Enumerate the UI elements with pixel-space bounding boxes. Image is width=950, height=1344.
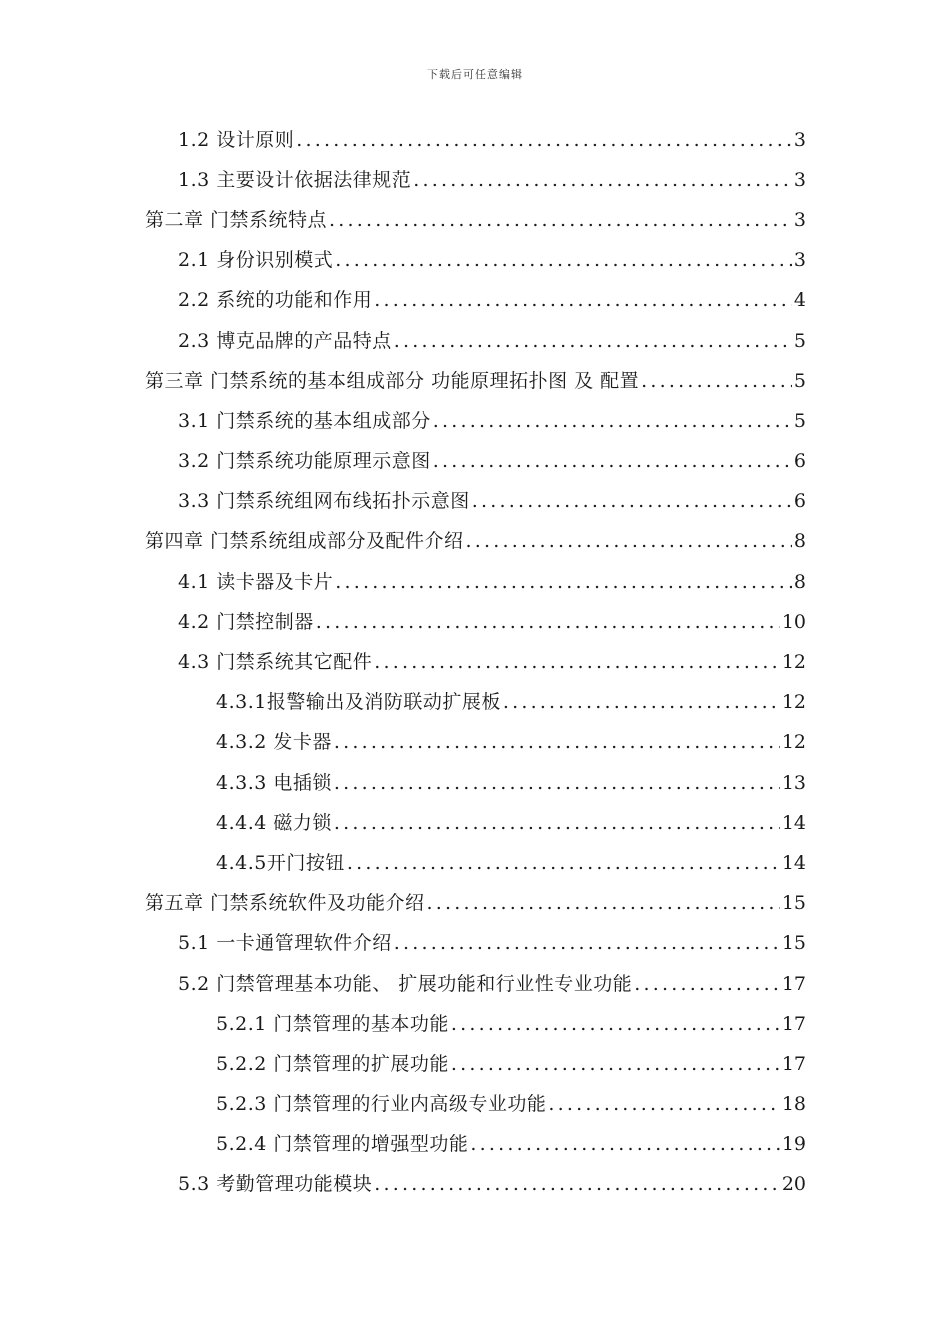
toc-entry-page-number: 10: [781, 610, 806, 633]
toc-entry-page-number: 3: [793, 208, 806, 231]
toc-leader-dots: [316, 611, 780, 633]
toc-leader-dots: [394, 932, 780, 954]
toc-entry-title: 1.2 设计原则: [178, 128, 295, 151]
toc-entry-page-number: 5: [793, 329, 806, 352]
toc-leader-dots: [641, 370, 792, 392]
toc-entry-title: 5.2 门禁管理基本功能、 扩展功能和行业性专业功能: [178, 972, 633, 995]
toc-entry-page-number: 8: [793, 530, 806, 553]
toc-leader-dots: [634, 973, 780, 995]
toc-entry[interactable]: [0, 801, 950, 841]
toc-entry[interactable]: [0, 520, 950, 560]
toc-entry-title: 第五章 门禁系统软件及功能介绍: [145, 892, 425, 915]
toc-entry[interactable]: [0, 118, 950, 158]
toc-leader-dots: [334, 812, 780, 834]
toc-entry[interactable]: [0, 721, 950, 761]
toc-entry-title: 5.1 一卡通管理软件介绍: [178, 932, 392, 955]
toc-leader-dots: [335, 571, 792, 593]
table-of-contents: [0, 118, 950, 1203]
toc-entry-title: 1.3 主要设计依据法律规范: [178, 168, 412, 191]
toc-entry-page-number: 3: [793, 128, 806, 151]
toc-entry-page-number: 4: [793, 289, 806, 312]
toc-entry-page-number: 13: [781, 771, 806, 794]
toc-leader-dots: [374, 1173, 780, 1195]
toc-entry-title: 4.3 门禁系统其它配件: [178, 651, 373, 674]
toc-entry-title: 5.2.3 门禁管理的行业内高级专业功能: [216, 1093, 547, 1116]
toc-entry-page-number: 5: [793, 369, 806, 392]
toc-entry[interactable]: [0, 560, 950, 600]
toc-leader-dots: [451, 1013, 780, 1035]
toc-entry-title: 3.2 门禁系统功能原理示意图: [178, 450, 431, 473]
page-header: 下载后可任意编辑: [427, 68, 523, 81]
toc-entry[interactable]: [0, 319, 950, 359]
toc-entry-page-number: 6: [793, 490, 806, 513]
toc-entry[interactable]: [0, 882, 950, 922]
toc-entry-title: 第二章 门禁系统特点: [145, 208, 328, 231]
toc-leader-dots: [334, 772, 780, 794]
toc-entry-page-number: 14: [781, 811, 806, 834]
toc-entry-title: 第四章 门禁系统组成部分及配件介绍: [145, 530, 464, 553]
toc-entry-page-number: 12: [781, 651, 806, 674]
toc-entry-page-number: 15: [781, 892, 806, 915]
toc-leader-dots: [548, 1093, 779, 1115]
toc-leader-dots: [394, 330, 792, 352]
toc-entry[interactable]: [0, 1002, 950, 1042]
toc-leader-dots: [472, 490, 792, 512]
toc-entry[interactable]: [0, 158, 950, 198]
toc-entry-title: 4.3.1报警输出及消防联动扩展板: [216, 691, 501, 714]
toc-entry-page-number: 17: [781, 1052, 806, 1075]
toc-leader-dots: [466, 530, 792, 552]
toc-entry-title: 2.2 系统的功能和作用: [178, 289, 373, 312]
toc-entry-page-number: 14: [781, 851, 806, 874]
toc-entry-title: 2.1 身份识别模式: [178, 249, 334, 272]
toc-entry-title: 4.1 读卡器及卡片: [178, 570, 334, 593]
toc-entry-title: 5.2.4 门禁管理的增强型功能: [216, 1133, 469, 1156]
toc-entry-page-number: 17: [781, 1012, 806, 1035]
toc-leader-dots: [334, 731, 780, 753]
toc-entry-title: 4.3.2 发卡器: [216, 731, 332, 754]
toc-entry-page-number: 12: [781, 691, 806, 714]
toc-leader-dots: [296, 129, 792, 151]
toc-entry-title: 4.4.5开门按钮: [216, 851, 345, 874]
toc-entry-page-number: 12: [781, 731, 806, 754]
toc-entry-title: 5.2.2 门禁管理的扩展功能: [216, 1052, 449, 1075]
toc-entry-title: 3.1 门禁系统的基本组成部分: [178, 409, 431, 432]
toc-entry[interactable]: [0, 239, 950, 279]
toc-entry-page-number: 8: [793, 570, 806, 593]
toc-entry[interactable]: [0, 440, 950, 480]
toc-entry-title: 5.2.1 门禁管理的基本功能: [216, 1012, 449, 1035]
toc-entry[interactable]: [0, 841, 950, 881]
toc-entry[interactable]: [0, 681, 950, 721]
toc-entry[interactable]: [0, 1042, 950, 1082]
toc-entry[interactable]: [0, 480, 950, 520]
toc-entry-page-number: 3: [793, 249, 806, 272]
toc-entry[interactable]: [0, 1083, 950, 1123]
toc-entry-page-number: 18: [781, 1093, 806, 1116]
toc-entry-page-number: 17: [781, 972, 806, 995]
toc-leader-dots: [470, 1133, 779, 1155]
toc-entry[interactable]: [0, 198, 950, 238]
toc-entry[interactable]: [0, 1123, 950, 1163]
toc-entry[interactable]: [0, 279, 950, 319]
toc-leader-dots: [451, 1053, 780, 1075]
toc-entry-page-number: 19: [781, 1133, 806, 1156]
toc-entry-title: 第三章 门禁系统的基本组成部分 功能原理拓扑图 及 配置: [145, 369, 640, 392]
toc-entry-title: 2.3 博克品牌的产品特点: [178, 329, 392, 352]
toc-entry[interactable]: [0, 922, 950, 962]
toc-leader-dots: [374, 651, 780, 673]
toc-leader-dots: [503, 691, 780, 713]
toc-leader-dots: [329, 209, 792, 231]
toc-entry[interactable]: [0, 962, 950, 1002]
toc-entry-title: 3.3 门禁系统组网布线拓扑示意图: [178, 490, 470, 513]
toc-entry-title: 4.4.4 磁力锁: [216, 811, 332, 834]
toc-entry-title: 4.3.3 电插锁: [216, 771, 332, 794]
toc-entry-page-number: 5: [793, 409, 806, 432]
toc-entry-page-number: 6: [793, 450, 806, 473]
toc-entry-title: 5.3 考勤管理功能模块: [178, 1173, 373, 1196]
toc-leader-dots: [347, 852, 780, 874]
toc-leader-dots: [427, 892, 780, 914]
toc-entry[interactable]: [0, 600, 950, 640]
toc-leader-dots: [433, 450, 792, 472]
toc-entry-title: 4.2 门禁控制器: [178, 610, 314, 633]
toc-entry[interactable]: [0, 359, 950, 399]
toc-leader-dots: [374, 289, 792, 311]
toc-entry[interactable]: [0, 399, 950, 439]
toc-leader-dots: [335, 249, 792, 271]
toc-entry-page-number: 20: [781, 1173, 806, 1196]
toc-entry-page-number: 15: [781, 932, 806, 955]
toc-entry[interactable]: [0, 640, 950, 680]
toc-entry-page-number: 3: [793, 168, 806, 191]
toc-entry[interactable]: [0, 761, 950, 801]
toc-leader-dots: [413, 169, 792, 191]
toc-leader-dots: [433, 410, 792, 432]
toc-entry[interactable]: [0, 1163, 950, 1203]
